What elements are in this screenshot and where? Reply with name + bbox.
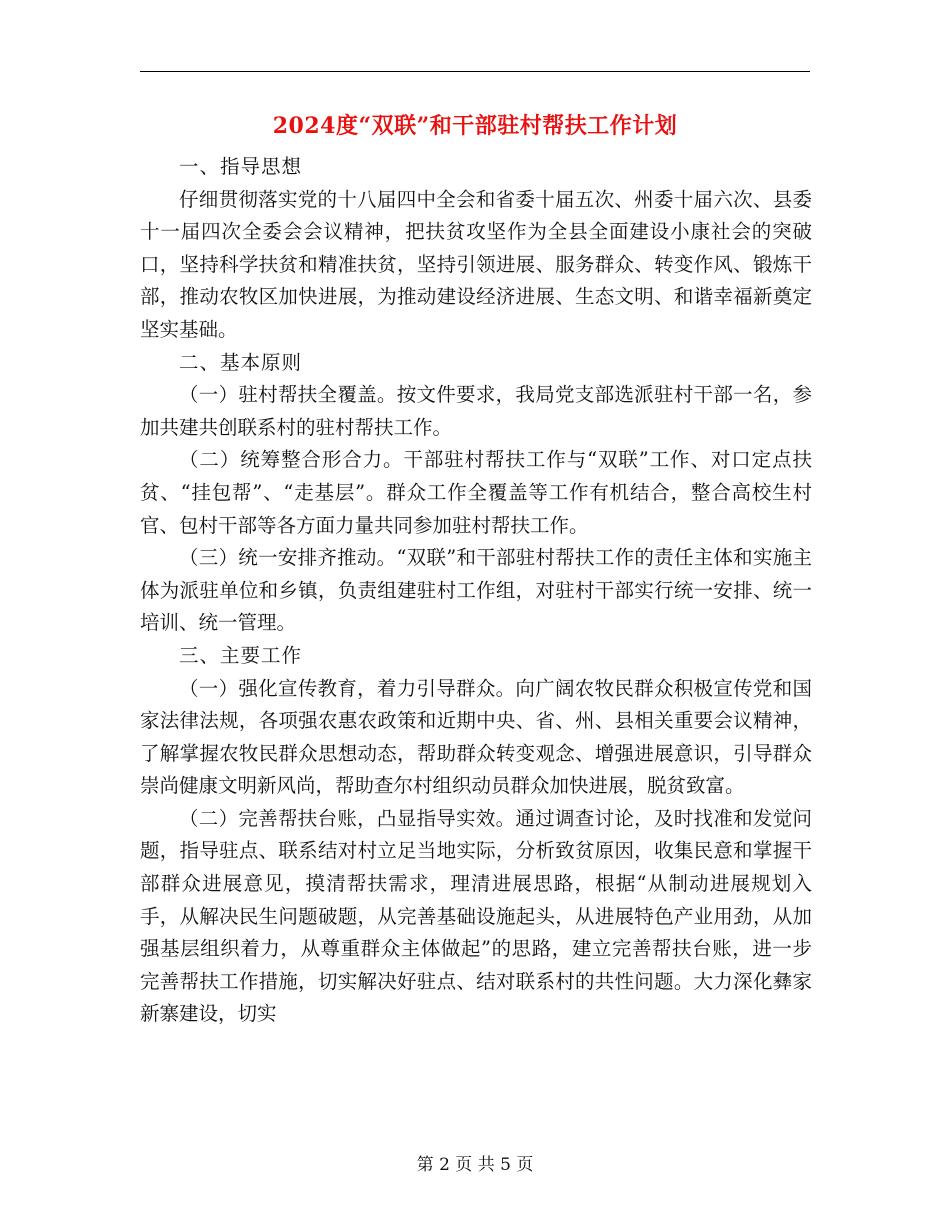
- paragraph: （二）完善帮扶台账，凸显指导实效。通过调查讨论，及时找准和发觉问题，指导驻点、联系结对村立足当地实际，分析致贫原因，收集民意和掌握干部群众进展意见，摸清帮扶需求，理清进展思路，根据“从制动进展规划入手，从解决民生问题破题，从完善基础设施起头，从进展特色产业用劲，从加强基层组织着力，从尊重群众主体做起”的思路，建立完善帮扶台账，进一步完善帮扶工作措施，切实解决好驻点、结对联系村的共性问题。大力深化彝家新寨建设，切实: [140, 806, 812, 1026]
- paragraph: （一）驻村帮扶全覆盖。按文件要求，我局党支部选派驻村干部一名，参加共建共创联系村的驻村帮扶工作。: [140, 383, 812, 439]
- page-number-footer: 第 2 页 共 5 页: [416, 1155, 534, 1175]
- section-heading-basic-principles: 二、基本原则: [179, 350, 303, 374]
- section-heading-guiding-ideology: 一、指导思想: [179, 155, 303, 178]
- paragraph: 仔细贯彻落实党的十八届四中全会和省委十届五次、州委十届六次、县委十一届四次全委会会议精神，把扶贫攻坚作为全县全面建设小康社会的突破口，坚持科学扶贫和精准扶贫，坚持引领进展、服务群众、转变作风、锻炼干部，推动农牧区加快进展，为推动建设经济进展、生态文明、和谐幸福新奠定坚实基础。: [140, 187, 812, 341]
- document-body: [140, 151, 812, 1031]
- header-rule: [140, 71, 810, 72]
- paragraph: （二）统筹整合形合力。干部驻村帮扶工作与“双联”工作、对口定点扶贫、“挂包帮”、“走基层”。群众工作全覆盖等工作有机结合，整合高校生村官、包村干部等各方面力量共同参加驻村帮扶工作。: [140, 448, 812, 537]
- document-title: 2024度“双联”和干部驻村帮扶工作计划: [272, 113, 678, 139]
- section-heading-main-work: 三、主要工作: [179, 643, 303, 667]
- paragraph: （三）统一安排齐推动。“双联”和干部驻村帮扶工作的责任主体和实施主体为派驻单位和乡镇，负责组建驻村工作组，对驻村干部实行统一安排、统一培训、统一管理。: [140, 546, 812, 635]
- paragraph: （一）强化宣传教育，着力引导群众。向广阔农牧民群众积极宣传党和国家法律法规，各项强农惠农政策和近期中央、省、州、县相关重要会议精神，了解掌握农牧民群众思想动态，帮助群众转变观念、增强进展意识，引导群众崇尚健康文明新风尚，帮助查尔村组织动员群众加快进展，脱贫致富。: [140, 676, 812, 798]
